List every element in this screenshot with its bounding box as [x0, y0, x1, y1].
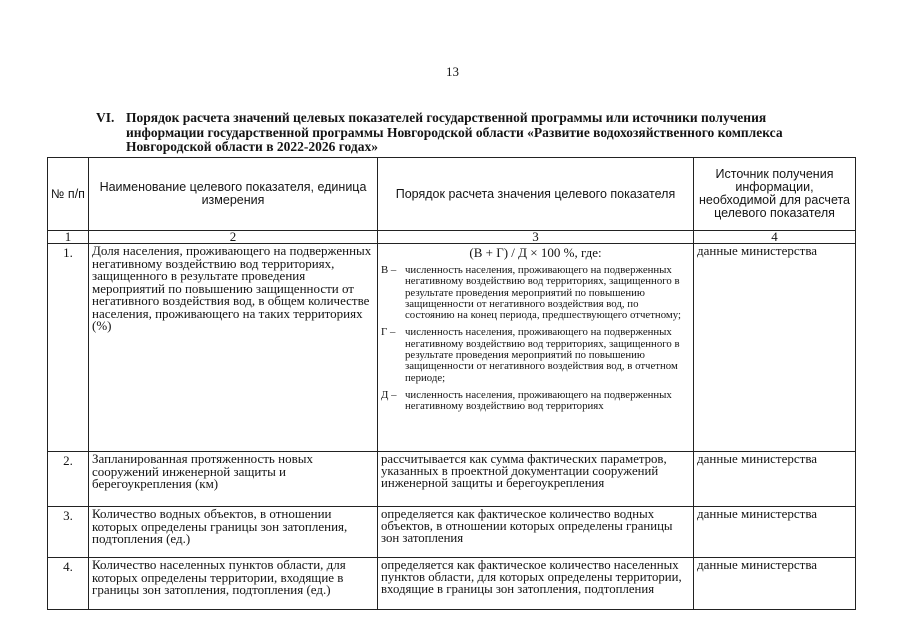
row-number: 3.: [48, 507, 89, 558]
definition-text: численность населения, проживающего на подверженных негативному воздействию вод территориях, защищенного в результате проведения мероприятий по повышению защищенности от негативного воздействия вод, в отчетном периоде;: [405, 326, 680, 384]
column-number-row: [48, 231, 856, 244]
info-source: данные министерства: [694, 244, 856, 452]
definition-item: [381, 390, 690, 413]
header-number: № п/п: [48, 158, 89, 231]
indicator-name: Доля населения, проживающего на подверженных негативному воздействию вод территориях, защищенного в результате проведения мероприятий по повышению защищенности от негативного воздействия вод, в общем количестве населения, проживающего на таких территориях (%): [89, 244, 378, 452]
column-number: 4: [694, 231, 856, 244]
table-row: [48, 244, 856, 452]
info-source: данные министерства: [694, 507, 856, 558]
indicator-name: Запланированная протяженность новых сооружений инженерной защиты и берегоукрепления (км): [89, 452, 378, 507]
header-calculation: Порядок расчета значения целевого показателя: [378, 158, 694, 231]
row-number: 1.: [48, 244, 89, 452]
indicator-name: Количество водных объектов, в отношении которых определены границы зон затопления, подтопления (ед.): [89, 507, 378, 558]
formula: (В + Г) / Д × 100 %, где:: [469, 245, 602, 260]
page-number: 13: [446, 64, 459, 79]
definition-item: [381, 327, 690, 383]
heading-line-2: информации государственной программы Новгородской области «Развитие водохозяйственного комплекса: [126, 124, 783, 140]
info-source: данные министерства: [694, 452, 856, 507]
definition-text: численность населения, проживающего на подверженных негативному воздействию вод территориях: [405, 388, 672, 413]
definition-label: В –: [381, 264, 397, 276]
section-number: VI.: [96, 110, 115, 125]
definition-text: численность населения, проживающего на подверженных негативному воздействию вод территориях, защищенного в результате проведения мероприятий по повышению защищенности от негативного воздействия вод, по состоянию на конец периода, предшествующего отчетному;: [405, 264, 681, 322]
heading-line-3: Новгородской области в 2022-2026 годах»: [126, 139, 378, 154]
column-number: 2: [89, 231, 378, 244]
definition-label: Г –: [381, 326, 396, 339]
table-row: [48, 558, 856, 610]
calculation-method: рассчитывается как сумма фактических параметров, указанных в проектной документации сооружений инженерной защиты и берегоукрепления: [378, 452, 694, 507]
definition-label: Д –: [381, 388, 397, 401]
row-number: 2.: [48, 452, 89, 507]
indicator-name: Количество населенных пунктов области, для которых определены территории, входящие в границы зон затопления, подтопления (ед.): [89, 558, 378, 610]
row-number: 4.: [48, 558, 89, 610]
indicators-table: [47, 157, 856, 610]
header-indicator-name: Наименование целевого показателя, единица измерения: [89, 158, 378, 231]
calculation-method: определяется как фактическое количество водных объектов, в отношении которых определены границы зон затопления: [378, 507, 694, 558]
column-number: 1: [48, 231, 89, 244]
calculation-method: [378, 244, 694, 452]
table-row: [48, 507, 856, 558]
definition-item: [381, 265, 690, 321]
column-number: 3: [378, 231, 694, 244]
info-source: данные министерства: [694, 558, 856, 610]
calculation-method: определяется как фактическое количество населенных пунктов области, для которых определены территории, входящие в границы зон затопления, подтопления: [378, 558, 694, 610]
table-header-row: [48, 158, 856, 231]
heading-line-1: Порядок расчета значений целевых показателей государственной программы или источники получения: [126, 110, 767, 125]
header-source: Источник получения информации, необходимой для расчета целевого показателя: [694, 158, 856, 231]
section-heading: [96, 111, 836, 155]
table-row: [48, 452, 856, 507]
